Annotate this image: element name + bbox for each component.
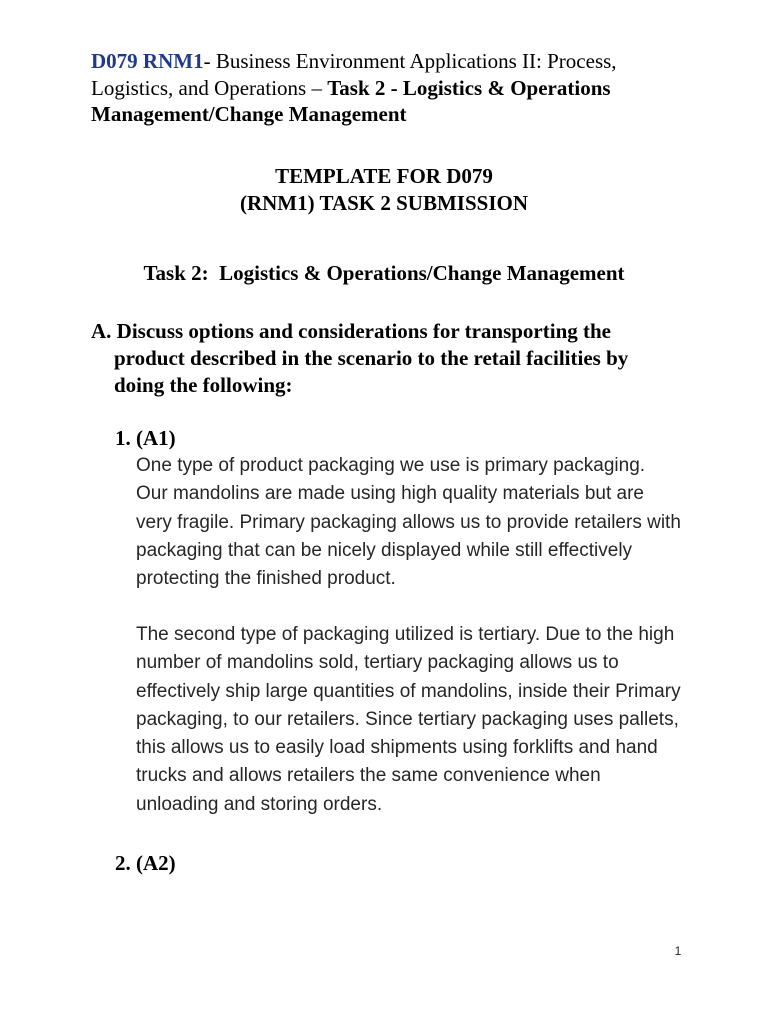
template-title-line1: TEMPLATE FOR D079: [275, 164, 493, 188]
section-a-heading: A. Discuss options and considerations for transporting the product described in the scenario to the retail facilities by doing the following:: [91, 319, 629, 397]
course-title: - Business Environment Applications II: Process, Logistics, and Operations –: [91, 49, 617, 100]
item-a1-paragraph-1: One type of product packaging we use is primary packaging. Our mandolins are made using high quality materials but are very fragile. Primary packaging allows us to provide retailers with packaging that can be nicely displayed while still effectively protecting the finished product.: [136, 455, 681, 590]
template-title-line2: (RNM1) TASK 2 SUBMISSION: [239, 191, 528, 215]
task-title: Task 2 - Logistics & Operations Management/Change Management: [91, 75, 611, 126]
document-header: [91, 48, 691, 128]
item-a1-label: 1. (A1): [115, 426, 176, 450]
item-a2-label: 2. (A2): [115, 851, 176, 875]
page-number: 1: [674, 944, 682, 958]
course-code: D079 RNM1: [91, 49, 204, 73]
task-heading: Task 2: Logistics & Operations/Change Management: [143, 261, 625, 285]
item-a1-paragraph-2: The second type of packaging utilized is tertiary. Due to the high number of mandolins sold, tertiary packaging allows us to effectively ship large quantities of mandolins, inside their Primary packaging, to our retailers. Since tertiary packaging uses pallets, this allows us to easily load shipments using forklifts and hand trucks and allows retailers the same convenience when unloading and storing orders.: [136, 624, 681, 815]
